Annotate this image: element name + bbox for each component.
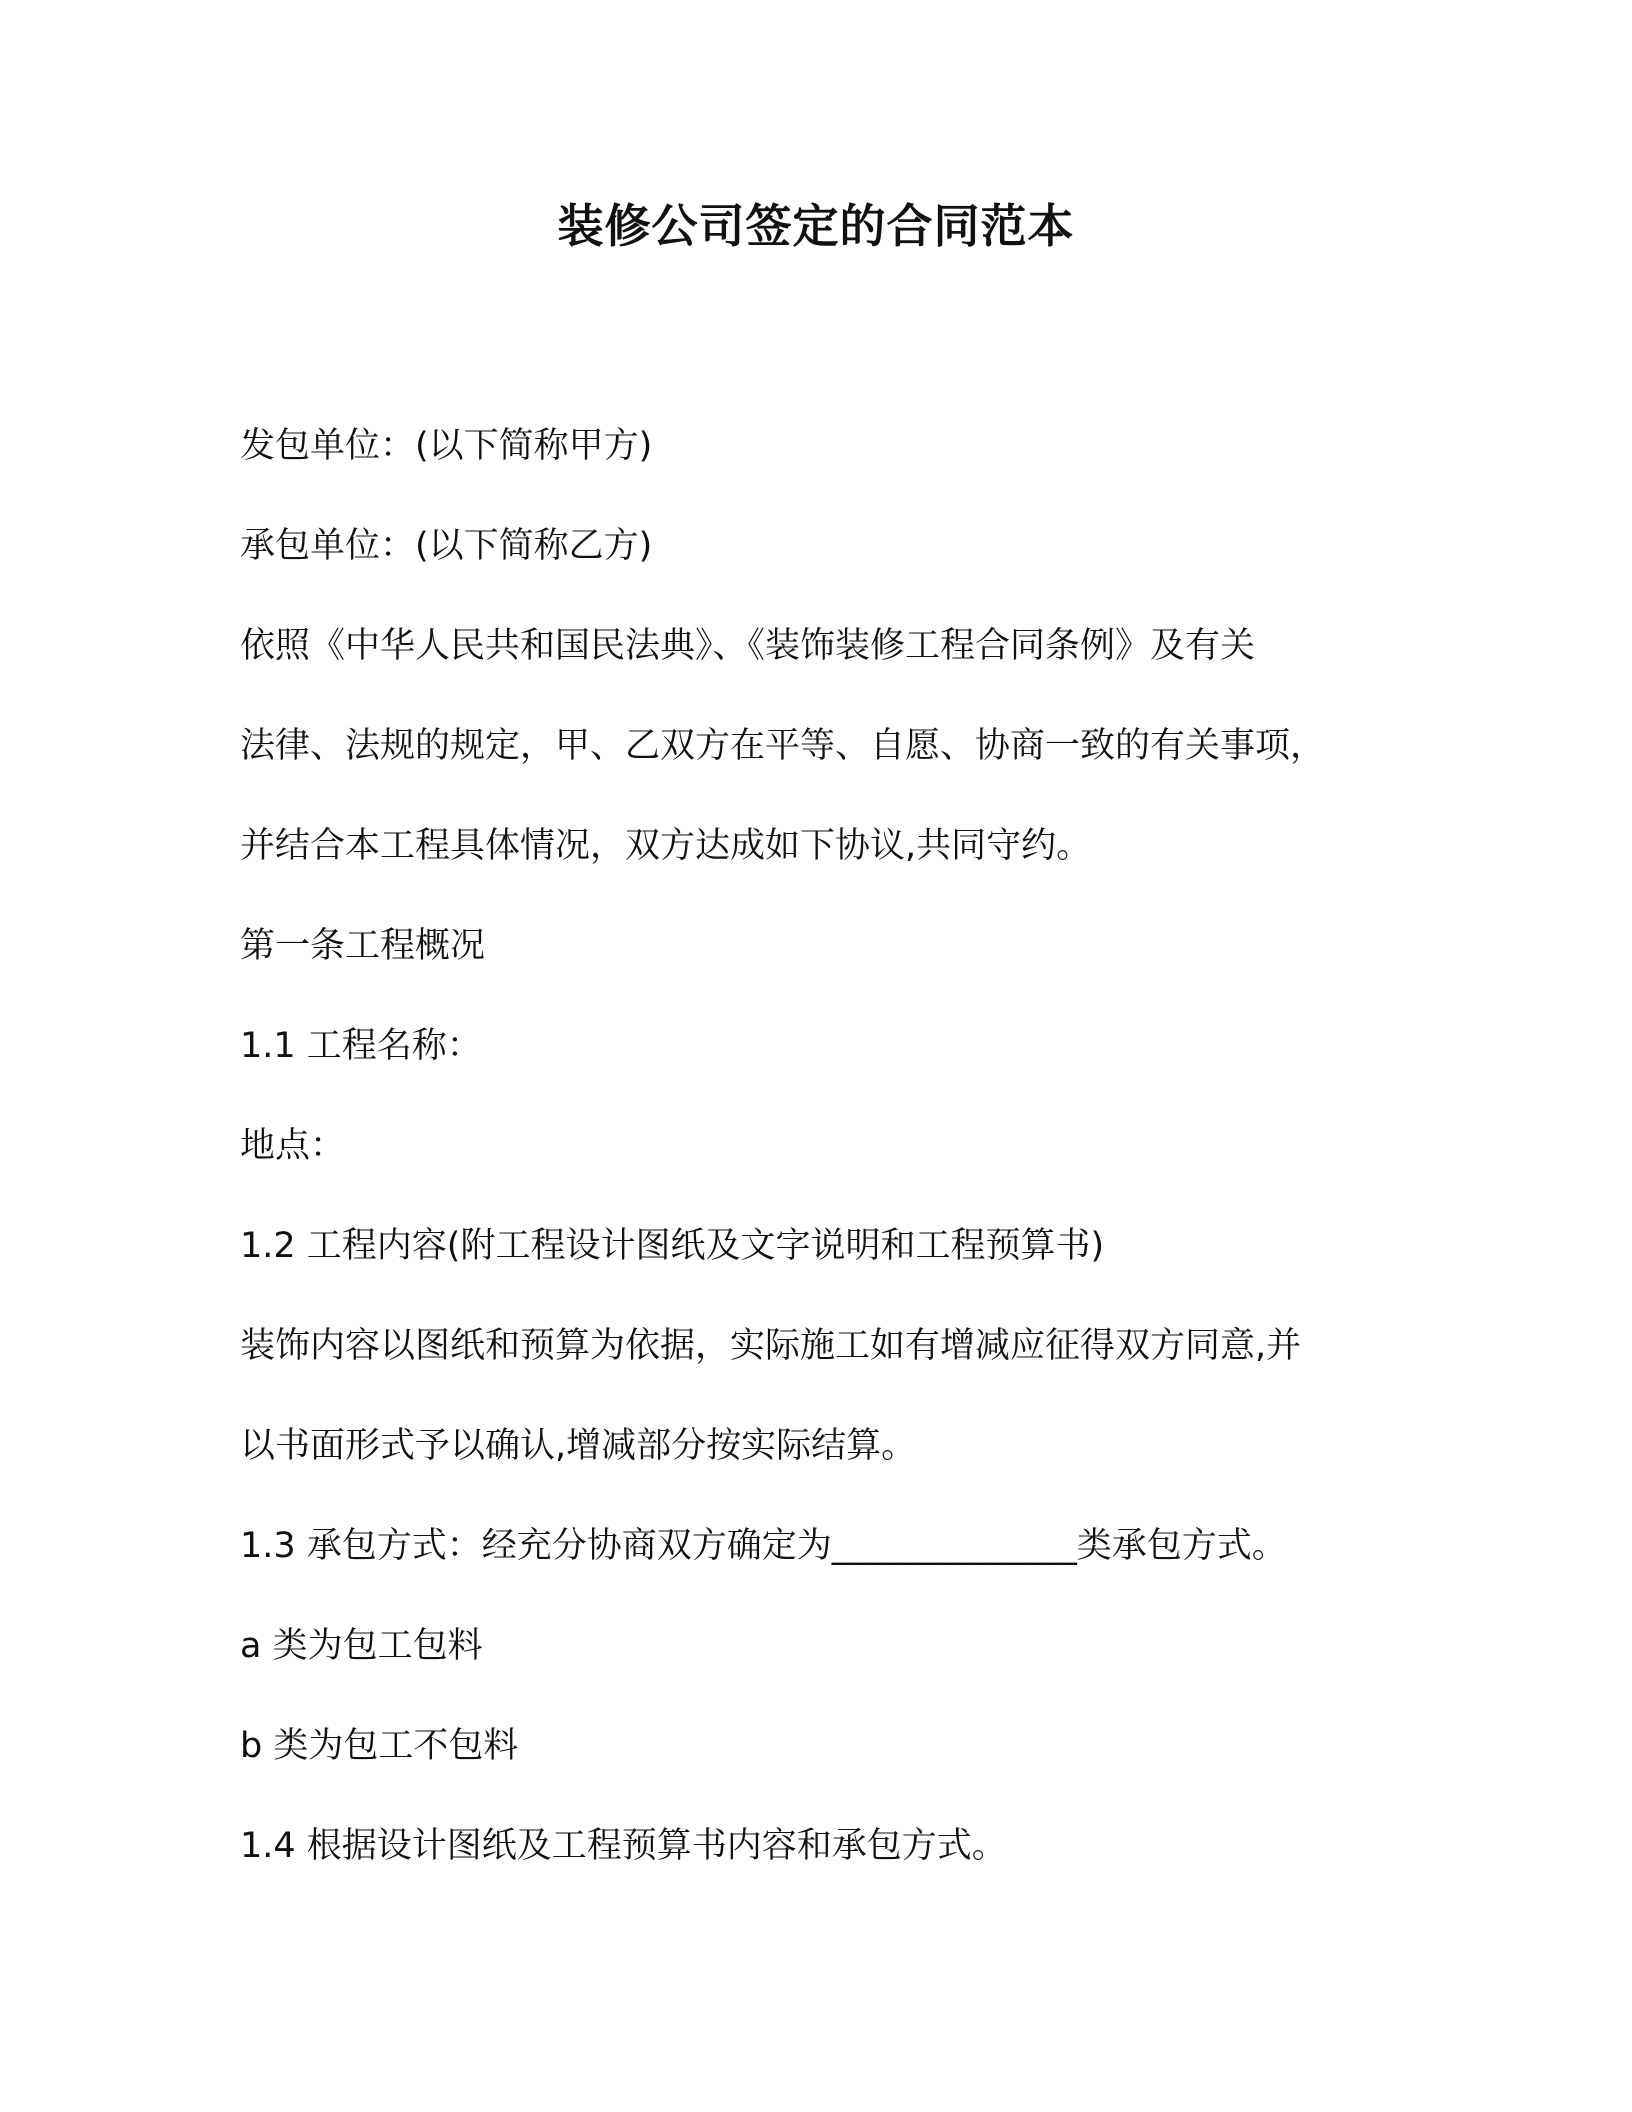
clause-1-3: 1.3 承包方式：经充分协商双方确定为______________类承包方式。 <box>240 1526 1287 1566</box>
clause-1-2-detail-line-2: 以书面形式予以确认,增减部分按实际结算。 <box>240 1426 917 1466</box>
clause-1-2: 1.2 工程内容(附工程设计图纸及文字说明和工程预算书) <box>240 1226 1105 1266</box>
clause-1-1-name: 1.1 工程名称： <box>240 1026 482 1066</box>
article-1-heading: 第一条工程概况 <box>240 926 486 966</box>
preamble-line-3: 并结合本工程具体情况，双方达成如下协议,共同守约。 <box>240 826 1092 866</box>
clause-1-1-location: 地点： <box>240 1126 346 1166</box>
party-a-line: 发包单位：(以下简称甲方) <box>240 426 653 466</box>
preamble-line-2: 法律、法规的规定，甲、乙双方在平等、自愿、协商一致的有关事项， <box>240 726 1326 766</box>
clause-1-4: 1.4 根据设计图纸及工程预算书内容和承包方式。 <box>240 1826 1007 1866</box>
clause-1-2-detail-line-1: 装饰内容以图纸和预算为依据，实际施工如有增减应征得双方同意,并 <box>240 1326 1302 1366</box>
party-b-line: 承包单位：(以下简称乙方) <box>240 526 653 566</box>
document-title: 装修公司签定的合同范本 <box>557 199 1075 253</box>
option-b: b 类为包工不包料 <box>240 1726 519 1766</box>
option-a: a 类为包工包料 <box>240 1626 483 1666</box>
preamble-line-1: 依照《中华人民共和国民法典》、《装饰装修工程合同条例》及有关 <box>240 626 1256 666</box>
